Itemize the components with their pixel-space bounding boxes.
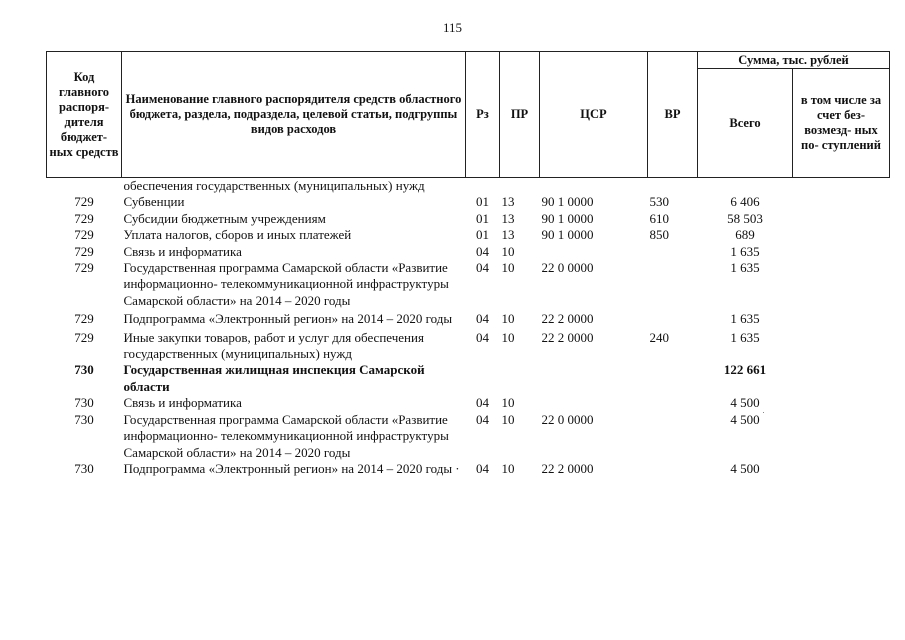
header-code: Код главного распоря- дителя бюджет- ных средств [47,52,122,178]
table-row [47,211,890,227]
cell-csr: 90 1 0000 [541,227,594,243]
cell-name: Государственная программа Самарской области «Развитие информационно- телекоммуникационной инфраструктуры Самарской области» на 2014 – 2020 годы [123,260,449,308]
cell-total [698,178,793,195]
cell-csr: 22 2 0000 [541,460,594,476]
cell-total: 689 [735,227,755,243]
cell-rz: 04 [476,395,489,411]
cell-csr [540,362,648,395]
cell-rz [466,362,500,395]
cell-grant [793,244,890,260]
cell-code: 730 [74,411,94,427]
cell-pr: 10 [501,411,515,427]
cell-pr [500,362,540,395]
cell-total: 1 635 [730,329,760,345]
cell-code: 729 [74,243,94,259]
header-sum: Сумма, тыс. рублей [698,52,890,69]
cell-code: 729 [74,311,94,327]
cell-csr: 90 1 0000 [541,194,594,210]
table-row [47,178,890,195]
cell-vr: 240 [649,329,669,345]
cell-rz: 01 [476,210,489,226]
header-vr: ВР [648,52,698,178]
cell-code: 729 [74,260,94,276]
cell-code: 729 [74,194,94,210]
cell-pr: 10 [501,329,515,345]
cell-pr: 10 [501,460,515,476]
cell-csr: 22 0 0000 [541,411,594,427]
cell-total: 122 661 [723,362,767,378]
cell-code: 729 [74,210,94,226]
cell-pr: 13 [501,194,515,210]
cell-rz: 04 [476,329,489,345]
table-row [47,328,890,363]
scan-speck [763,412,764,413]
cell-csr: 22 2 0000 [541,311,594,327]
cell-vr: 610 [649,210,669,226]
cell-grant [793,194,890,210]
cell-pr: 10 [501,311,515,327]
header-rz: Рз [466,52,500,178]
cell-grant [793,227,890,243]
cell-vr [648,309,698,327]
cell-name: Связь и информатика [123,395,242,411]
table-row [47,412,890,461]
cell-grant [793,309,890,327]
cell-name: Государственная жилищная инспекция Самарской области [123,362,425,394]
cell-grant [793,178,890,195]
cell-grant [793,328,890,363]
cell-vr [648,260,698,309]
table-row [47,395,890,411]
cell-total: 58 503 [727,210,763,226]
table-row [47,227,890,243]
cell-code: 729 [74,227,94,243]
cell-csr [540,395,648,411]
cell-name: Иные закупки товаров, работ и услуг для обеспечения государственных (муниципальных) нужд [123,329,424,362]
cell-vr [648,412,698,461]
table-row [47,244,890,260]
cell-vr [648,244,698,260]
table-row [47,260,890,309]
cell-name: Субвенции [123,194,185,210]
header-name: Наименование главного распорядителя средств областного бюджета, раздела, подраздела, целевой статьи, подгруппы видов расходов [122,52,466,178]
cell-name: Подпрограмма «Электронный регион» на 2014 – 2020 годы · [123,460,460,476]
header-total: Всего [698,69,793,178]
table-row [47,194,890,210]
cell-csr: 22 0 0000 [541,260,594,276]
cell-name: Субсидии бюджетным учреждениям [123,210,326,226]
page-number: 115 [442,20,463,35]
table-row [47,461,890,477]
cell-total: 4 500 [730,411,760,427]
cell-rz: 04 [476,460,489,476]
header-pr: ПР [500,52,540,178]
cell-code: 730 [74,362,94,378]
cell-vr: 530 [649,194,669,210]
table-row [47,309,890,327]
cell-pr: 10 [501,395,515,411]
cell-csr [540,178,648,195]
cell-grant [793,362,890,395]
cell-grant [793,395,890,411]
cell-grant [793,461,890,477]
cell-pr: 10 [501,260,515,276]
cell-name: Государственная программа Самарской области «Развитие информационно- телекоммуникационной инфраструктуры Самарской области» на 2014 – 2020 годы [123,411,449,460]
header-row-1 [47,52,890,69]
cell-total: 1 635 [730,243,760,259]
cell-vr [648,362,698,395]
cell-rz: 04 [476,411,489,427]
cell-total: 1 635 [730,260,760,276]
cell-grant [793,260,890,309]
cell-rz: 04 [476,311,489,327]
cell-csr: 22 2 0000 [541,329,594,345]
cell-csr: 90 1 0000 [541,210,594,226]
cell-grant [793,412,890,461]
cell-code: 730 [74,460,94,476]
cell-pr [500,178,540,195]
cell-rz: 04 [476,243,489,259]
cell-total: 6 406 [730,194,760,210]
cell-code [47,178,122,195]
cell-total: 4 500 [730,395,760,411]
cell-vr: 850 [649,227,669,243]
cell-name: обеспечения государственных (муниципальных) нужд [123,178,425,193]
cell-pr: 13 [501,210,515,226]
cell-name: Подпрограмма «Электронный регион» на 2014 – 2020 годы [123,311,453,327]
cell-pr: 13 [501,227,515,243]
cell-code: 729 [74,329,94,345]
cell-grant [793,211,890,227]
cell-name: Уплата налогов, сборов и иных платежей [123,227,352,243]
cell-total: 4 500 [730,460,760,476]
cell-csr [540,244,648,260]
cell-rz: 04 [476,260,489,276]
cell-vr [648,461,698,477]
cell-code: 730 [74,395,94,411]
cell-vr [648,178,698,195]
cell-pr: 10 [501,243,515,259]
budget-table [46,51,890,477]
cell-total: 1 635 [730,311,760,327]
table-row [47,362,890,395]
header-grant: в том числе за счет без- возмезд- ных по- ступлений [793,69,890,178]
table-body [47,178,890,478]
cell-rz [466,178,500,195]
header-csr: ЦСР [540,52,648,178]
cell-rz: 01 [476,194,489,210]
cell-vr [648,395,698,411]
cell-name: Связь и информатика [123,243,242,259]
cell-rz: 01 [476,227,489,243]
